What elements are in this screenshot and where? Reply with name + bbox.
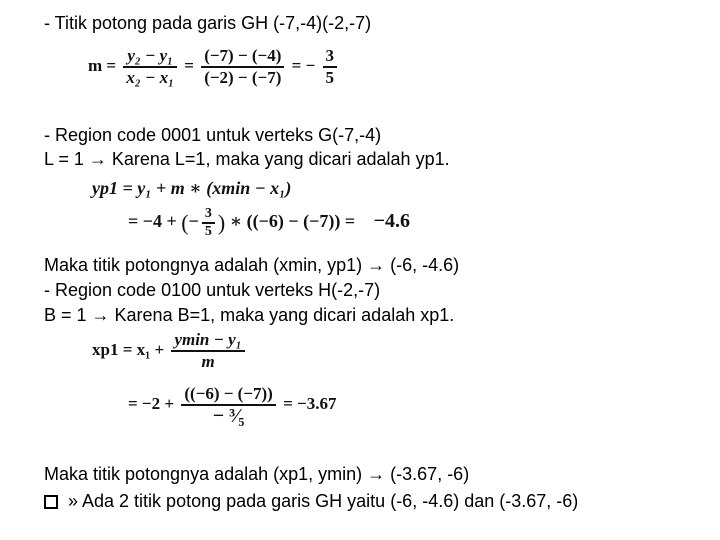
fraction-numerator: 3 <box>325 46 335 65</box>
fraction-numerator: y₂ − y₁ <box>127 46 174 65</box>
xp1-row2-start: = −2 + <box>128 393 175 413</box>
text-line-2: - Region code 0001 untuk verteks G(-7,-4) <box>44 125 382 145</box>
yp1-result: −4.6 <box>373 210 411 233</box>
formula-xp1-row2 <box>128 384 336 426</box>
formula-yp1-row1: yp1 = y₁ + m ∗ (xmin − x₁) <box>92 178 292 198</box>
fraction-denominator: 5 <box>323 66 338 88</box>
minus-sign: − <box>188 211 199 232</box>
fraction-result <box>323 46 338 88</box>
formula-xp1-row1 <box>92 330 248 372</box>
xp1-row1-start: xp1 = x₁ + <box>92 339 165 359</box>
text-line-8 <box>44 490 578 512</box>
fraction-denominator: − ³⁄₅ <box>181 404 276 426</box>
paren-close: ) <box>217 210 226 235</box>
fraction-three-fifths <box>202 206 215 240</box>
formula-yp1-row2 <box>128 206 410 240</box>
fraction-numerator: 3 <box>204 206 212 221</box>
text-line-5: - Region code 0100 untuk verteks H(-2,-7) <box>44 280 381 300</box>
summary-text: » Ada 2 titik potong pada garis GH yaitu (-6, -4.6) dan (-3.67, -6) <box>68 491 579 511</box>
yp1-row2-start: = −4 + <box>128 211 177 232</box>
fraction-numerator: ((−6) − (−7)) <box>184 384 273 403</box>
formula-slope <box>88 46 340 88</box>
checkbox-glyph-icon <box>44 495 58 509</box>
fraction-numerator: ymin − y₁ <box>174 330 242 349</box>
fraction-denominator: x₂ − x₁ <box>123 66 177 88</box>
fraction-ymin-over-m <box>171 330 244 372</box>
text-line-6: B = 1 → Karena B=1, maka yang dicari adalah xp1. <box>44 305 455 325</box>
equals-sign: = <box>184 55 194 75</box>
fraction-generic <box>123 46 177 88</box>
equals-minus: = − <box>291 55 316 75</box>
fraction-values <box>201 46 284 88</box>
paren-open: ( <box>181 210 189 235</box>
xp1-result: = −3.67 <box>283 393 337 413</box>
text-line-7: Maka titik potongnya adalah (xp1, ymin) → (-3.67, -6) <box>44 464 470 484</box>
fraction-numerator: (−7) − (−4) <box>204 46 282 65</box>
text-line-4: Maka titik potongnya adalah (xmin, yp1) → (-6, -4.6) <box>44 255 460 275</box>
fraction-denominator: 5 <box>202 222 215 240</box>
fraction-values <box>181 384 276 426</box>
fraction-denominator: (−2) − (−7) <box>201 66 284 88</box>
formula-m-lhs: m = <box>88 55 117 75</box>
yp1-row2-middle: ∗ ((−6) − (−7)) = <box>229 211 356 232</box>
text-line-1: - Titik potong pada garis GH (-7,-4)(-2,-7) <box>44 13 372 33</box>
fraction-denominator: m <box>171 350 244 372</box>
text-line-3: L = 1 → Karena L=1, maka yang dicari adalah yp1. <box>44 149 450 169</box>
